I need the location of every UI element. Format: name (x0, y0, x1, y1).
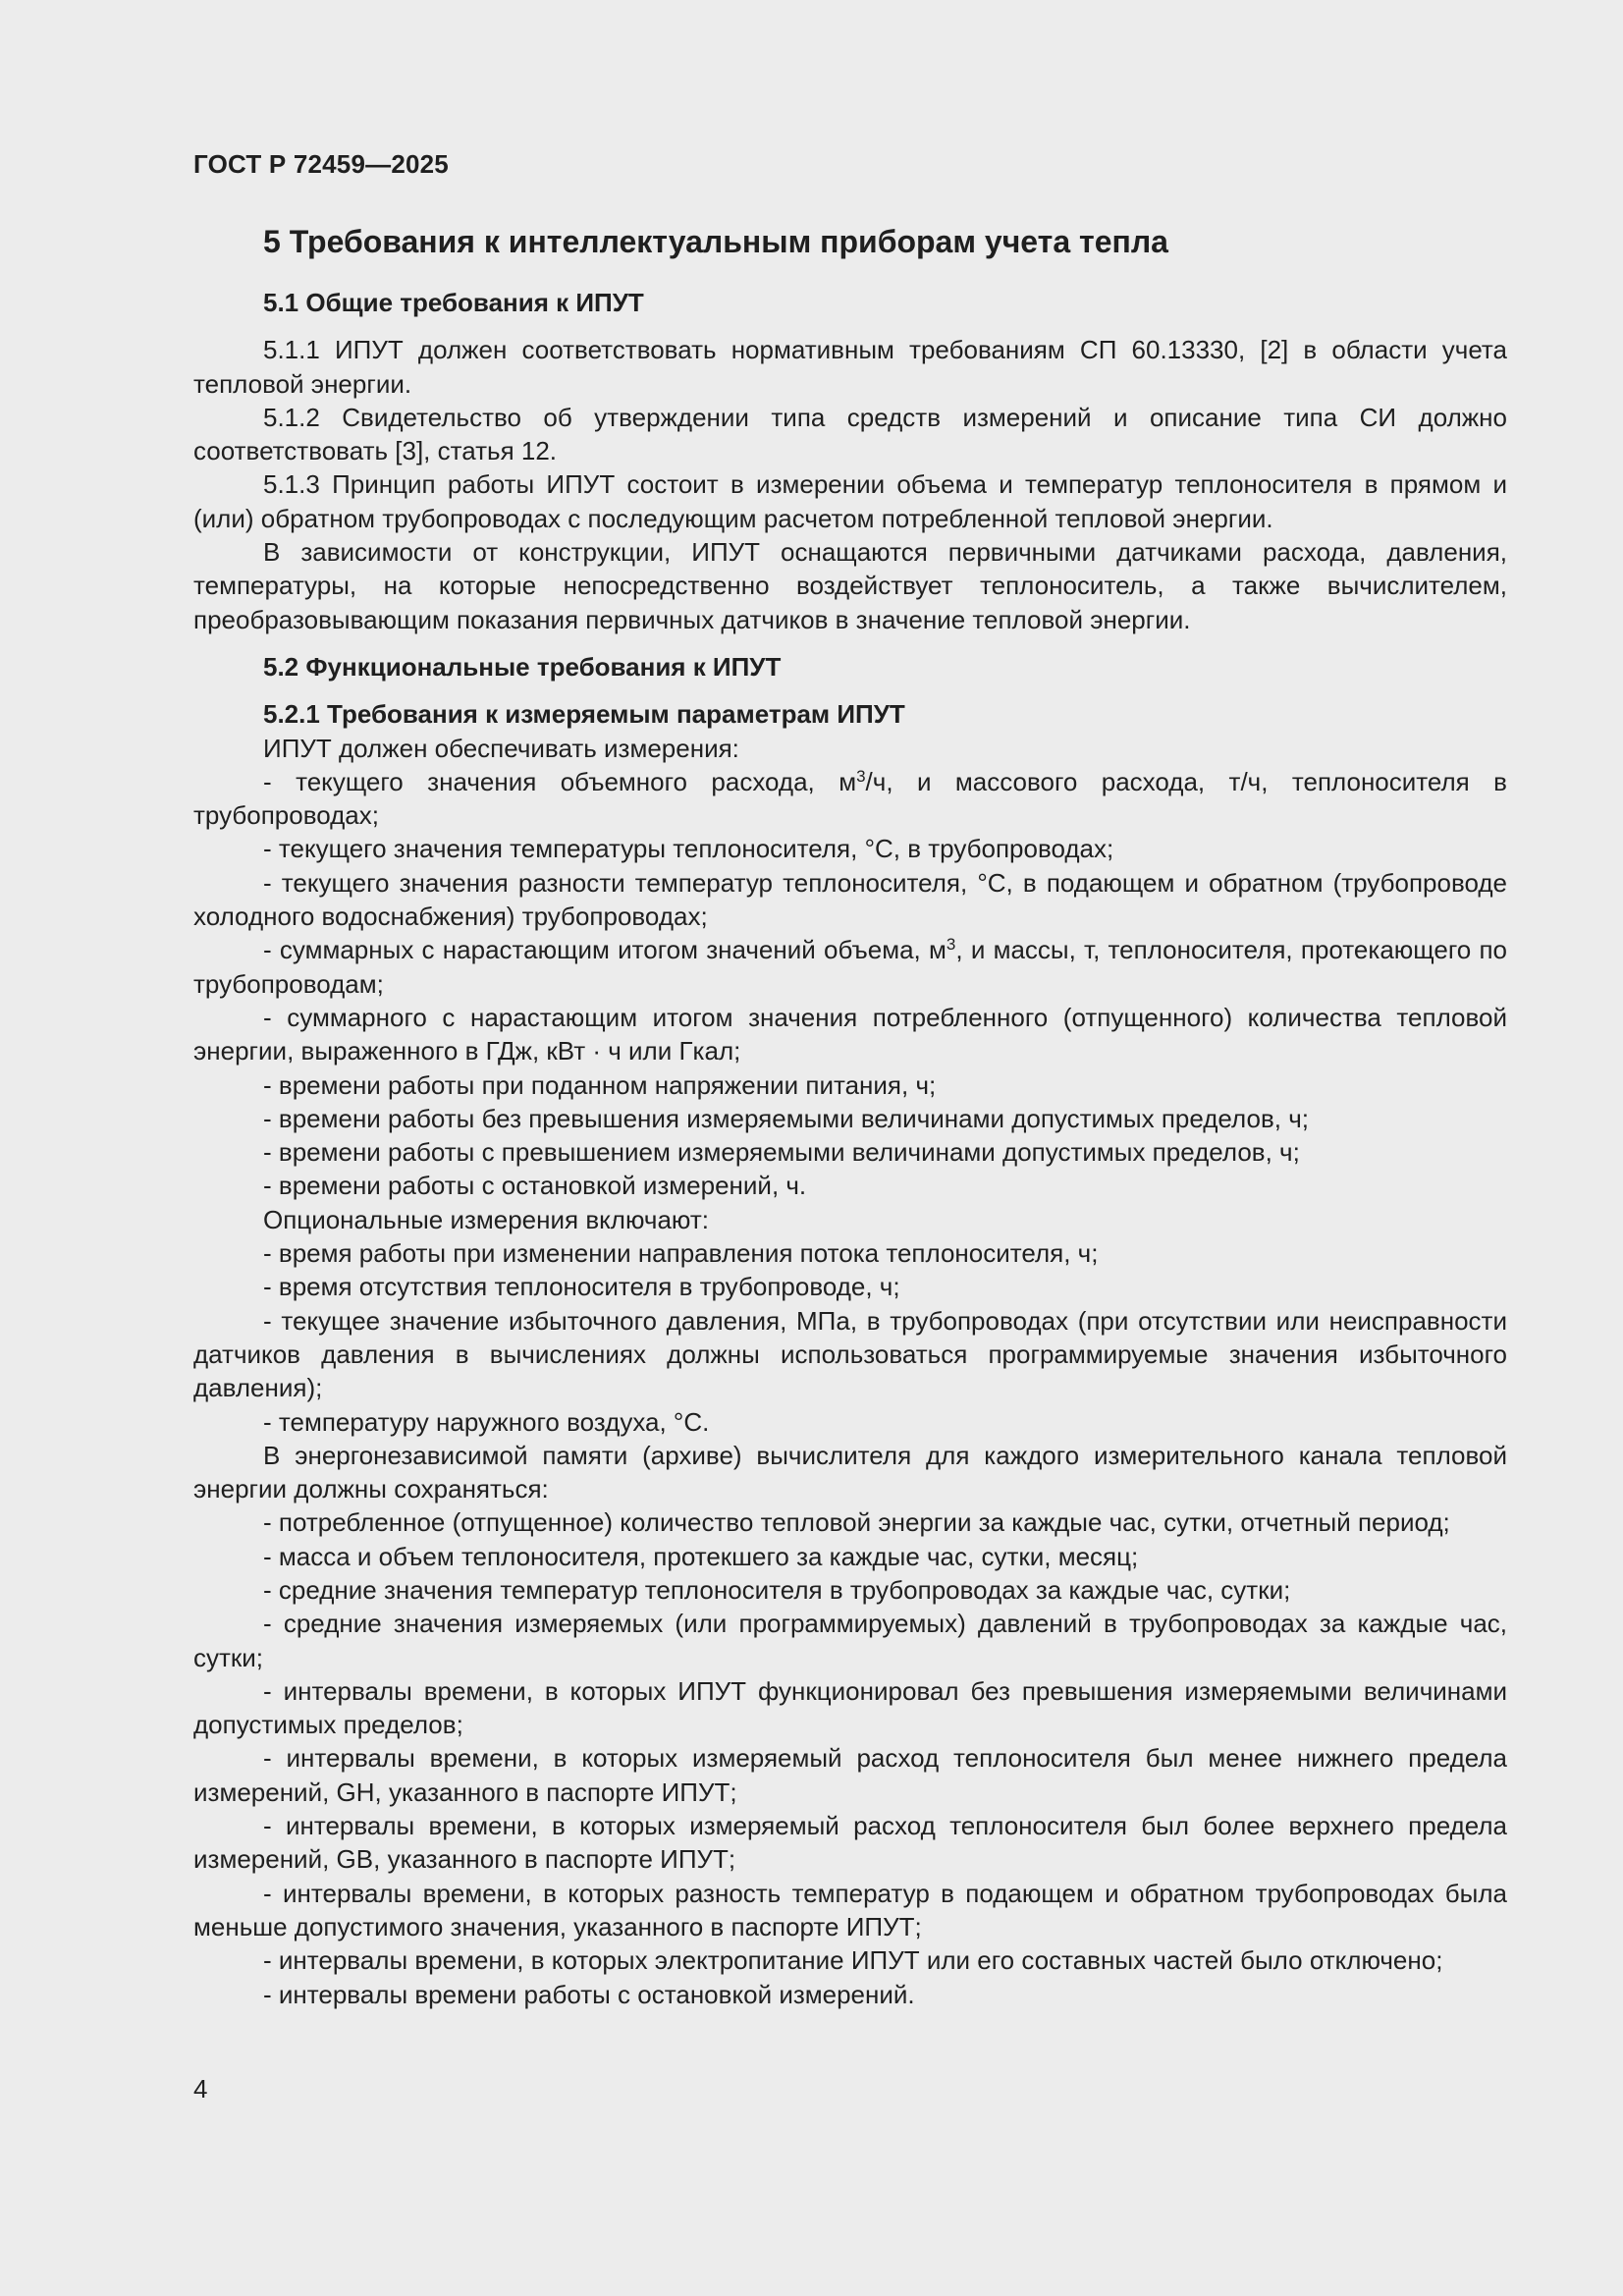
list-item: - времени работы с остановкой измерений, ч. (263, 1171, 807, 1201)
list-item: - интервалы времени, в которых измеряемый расход теплоносителя был менее нижнего предела измерений, GН, указанного в паспорте ИПУТ; (193, 1743, 1507, 1807)
list-item: - суммарных с нарастающим итогом значений объема, $м^3$, и массы, т, теплоносителя, протекающего по трубопроводам; (193, 935, 1507, 999)
superscript: 3 (946, 935, 956, 955)
list-item: - текущего значения температуры теплоносителя, °С, в трубопроводах; (263, 834, 1114, 864)
page-number: 4 (193, 2074, 208, 2104)
paragraph: 5.1.3 Принцип работы ИПУТ состоит в измерении объема и температур теплоносителя в прямом и (или) обратном трубопроводах с последующим расчетом потребленной тепловой энергии. (193, 469, 1507, 533)
list-item: - времени работы с превышением измеряемыми величинами допустимых пределов, ч; (263, 1137, 1300, 1168)
subsection-heading-5-2-1: 5.2.1 Требования к измеряемым параметрам ИПУТ (263, 699, 905, 730)
subsection-heading-5-2: 5.2 Функциональные требования к ИПУТ (263, 651, 782, 682)
list-item: - интервалы времени, в которых разность температур в подающем и обратном трубопроводах была меньше допустимого значения, указанного в паспорте ИПУТ; (193, 1878, 1507, 1941)
list-item: - температуру наружного воздуха, °С. (263, 1406, 710, 1437)
paragraph: В зависимости от конструкции, ИПУТ оснащаются первичными датчиками расхода, давления, температуры, на которые непосредственно воздействует теплоноситель, а также вычислителем, преобразовывающим показания первичных датчиков в значение тепловой энергии. (193, 537, 1507, 634)
list-item: - средние значения температур теплоносителя в трубопроводах за каждые час, сутки; (263, 1574, 1291, 1605)
list-intro: ИПУТ должен обеспечивать измерения: (263, 733, 739, 763)
list-item: - интервалы времени, в которых измеряемый расход теплоносителя был более верхнего предела измерений, GВ, указанного в паспорте ИПУТ; (193, 1811, 1507, 1875)
list-item: - текущее значение избыточного давления, МПа, в трубопроводах (при отсутствии или неисправности датчиков давления в вычислениях должны использоваться программируемые значения избыточного давления); (193, 1305, 1507, 1403)
list-item: - интервалы времени, в которых ИПУТ функционировал без превышения измеряемыми величинами допустимых пределов; (193, 1675, 1507, 1740)
list-item: - времени работы без превышения измеряемыми величинами допустимых пределов, ч; (263, 1103, 1309, 1133)
list-intro: В энергонезависимой памяти (архиве) вычислителя для каждого измерительного канала тепловой энергии должны сохраняться: (193, 1440, 1507, 1504)
list-intro: Опциональные измерения включают: (263, 1204, 709, 1234)
paragraph: 5.1.1 ИПУТ должен соответствовать нормативным требованиям СП 60.13330, [2] в области учета тепловой энергии. (193, 335, 1507, 399)
list-item: - интервалы времени, в которых электропитание ИПУТ или его составных частей было отключено; (263, 1945, 1443, 1976)
document-id: ГОСТ Р 72459—2025 (193, 149, 449, 179)
list-item: - время работы при изменении направления потока теплоносителя, ч; (263, 1238, 1099, 1269)
list-item: - текущего значения объемного расхода, $м^3/ч$, и массового расхода, т/ч, теплоносителя в трубопроводах; (193, 766, 1507, 831)
list-item: - интервалы времени работы с остановкой измерений. (263, 1979, 915, 2009)
list-item: - средние значения измеряемых (или программируемых) давлений в трубопроводах за каждые час, сутки; (193, 1609, 1507, 1672)
list-item: - времени работы при поданном напряжении питания, ч; (263, 1069, 937, 1100)
list-item: - масса и объем теплоносителя, протекшего за каждые час, сутки, месяц; (263, 1541, 1139, 1571)
superscript: 3 (856, 766, 866, 786)
list-item: - суммарного с нарастающим итогом значения потребленного (отпущенного) количества тепловой энергии, выраженного в ГДж, кВт · ч или Гкал; (193, 1002, 1507, 1066)
subsection-heading-5-1: 5.1 Общие требования к ИПУТ (263, 288, 644, 317)
list-item: - потребленное (отпущенное) количество тепловой энергии за каждые час, сутки, отчетный период; (263, 1507, 1450, 1538)
page-content (193, 222, 1507, 2011)
paragraph: 5.1.2 Свидетельство об утверждении типа средств измерений и описание типа СИ должно соответствовать [3], статья 12. (193, 402, 1507, 466)
list-item: - текущего значения разности температур теплоносителя, °С, в подающем и обратном (трубопроводе холодного водоснабжения) трубопроводах; (193, 867, 1507, 932)
list-item: - время отсутствия теплоносителя в трубопроводе, ч; (263, 1272, 900, 1302)
section-heading: 5 Требования к интеллектуальным приборам учета тепла (263, 224, 1168, 259)
